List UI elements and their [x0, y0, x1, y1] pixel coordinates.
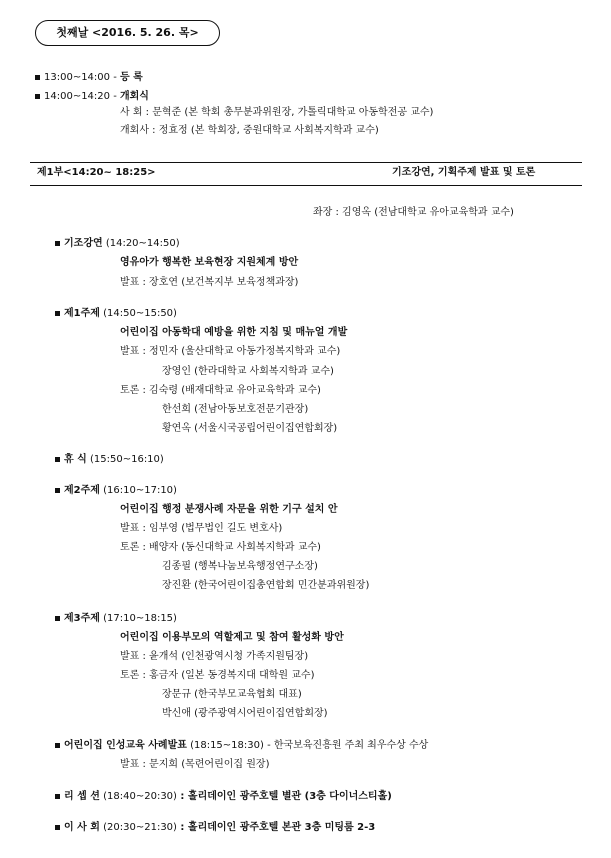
topic2-time: (16:10~17:10) — [99, 485, 177, 496]
topic2-line: 토론 : 배양자 (동신대학교 사회복지학과 교수) — [120, 542, 321, 553]
topic2-line: 발표 : 임부영 (법무법인 길도 변호사) — [120, 523, 283, 534]
topic3-time: (17:10~18:15) — [99, 613, 177, 624]
break-time: (15:50~16:10) — [86, 454, 164, 465]
reception-row — [55, 791, 392, 804]
bullet-icon — [35, 94, 40, 99]
day-label: 첫째날 <2016. 5. 26. 목> — [56, 26, 199, 40]
bullet-icon — [55, 794, 60, 799]
keynote-heading — [55, 238, 180, 251]
topic3-line: 장문규 (한국부모교육협회 대표) — [162, 689, 302, 700]
board-row — [55, 822, 375, 835]
board-label: 이 사 회 — [64, 822, 100, 833]
registration-row — [35, 72, 143, 85]
break-label: 휴 식 — [64, 454, 87, 465]
topic1-label: 제1주제 — [64, 308, 100, 319]
bullet-icon — [55, 457, 60, 462]
reception-time: (18:40~20:30) — [99, 791, 177, 802]
keynote-time: (14:20~14:50) — [102, 238, 180, 249]
keynote-title: 영유아가 행복한 보육현장 지원체계 방안 — [120, 257, 299, 268]
bullet-icon — [55, 311, 60, 316]
topic1-line: 발표 : 정민자 (울산대학교 아동가정복지학과 교수) — [120, 346, 341, 357]
opening-time: 14:00~14:20 — [44, 91, 111, 102]
keynote-label: 기조강연 — [64, 238, 103, 249]
topic2-line: 장진환 (한국어린이집총연합회 민간분과위원장) — [162, 580, 370, 591]
board-place: : 홀리데이인 광주호텔 본관 3층 미팅룸 2-3 — [176, 822, 376, 833]
topic3-title: 어린이집 이용부모의 역할제고 및 참여 활성화 방안 — [120, 632, 344, 643]
character-presenter: 발표 : 문지희 (목련어린이집 원장) — [120, 759, 270, 770]
topic3-line: 박신애 (광주광역시어린이집연합회장) — [162, 708, 328, 719]
opening-opener: 개회사 : 정효정 (본 학회장, 중원대학교 사회복지학과 교수) — [120, 125, 379, 136]
keynote-presenter: 발표 : 장호연 (보건복지부 보육정책과장) — [120, 277, 299, 288]
topic1-line: 장영인 (한라대학교 사회복지학과 교수) — [162, 366, 334, 377]
board-time: (20:30~21:30) — [99, 822, 177, 833]
day-label-badge — [35, 20, 220, 46]
topic2-label: 제2주제 — [64, 485, 100, 496]
topic3-label: 제3주제 — [64, 613, 100, 624]
section1-subtitle: 기조강연, 기획주제 발표 및 토론 — [392, 167, 536, 178]
separator: - — [110, 91, 120, 102]
break-row — [55, 454, 164, 467]
reception-place: : 홀리데이인 광주호텔 별관 (3층 다이너스티홀) — [176, 791, 392, 802]
section1-chair: 좌장 : 김영옥 (전남대학교 유아교육학과 교수) — [313, 207, 514, 218]
opening-label: 개회식 — [119, 91, 149, 102]
registration-label: 등 록 — [119, 72, 143, 83]
topic1-line: 황연옥 (서울시국공립어린이집연합회장) — [162, 423, 338, 434]
character-time: (18:15~18:30) — [186, 740, 264, 751]
character-note: - 한국보육진흥원 주최 최우수상 수상 — [263, 740, 429, 751]
topic1-time: (14:50~15:50) — [99, 308, 177, 319]
character-heading — [55, 740, 428, 753]
bullet-icon — [55, 743, 60, 748]
bullet-icon — [55, 825, 60, 830]
topic2-title: 어린이집 행정 분쟁사례 자문을 위한 기구 설치 안 — [120, 504, 338, 515]
topic3-heading — [55, 613, 177, 626]
bullet-icon — [35, 75, 40, 80]
divider-top — [30, 162, 582, 163]
bullet-icon — [55, 616, 60, 621]
section1-title: 제1부<14:20~ 18:25> — [37, 167, 156, 178]
character-label: 어린이집 인성교육 사례발표 — [64, 740, 187, 751]
bullet-icon — [55, 241, 60, 246]
topic1-title: 어린이집 아동학대 예방을 위한 지침 및 매뉴얼 개발 — [120, 327, 348, 338]
reception-label: 리 셉 션 — [64, 791, 100, 802]
topic3-line: 토론 : 홍금자 (일본 동경복지대 대학원 교수) — [120, 670, 315, 681]
divider-bottom — [30, 185, 582, 186]
topic1-line: 한선희 (전남아동보호전문기관장) — [162, 404, 309, 415]
separator: - — [110, 72, 120, 83]
topic2-line: 김종필 (행복나눔보육행정연구소장) — [162, 561, 318, 572]
bullet-icon — [55, 488, 60, 493]
topic2-heading — [55, 485, 177, 498]
topic1-heading — [55, 308, 177, 321]
topic3-line: 발표 : 윤개석 (인천광역시청 가족지원팀장) — [120, 651, 309, 662]
topic1-line: 토론 : 김숙령 (배재대학교 유아교육학과 교수) — [120, 385, 321, 396]
registration-time: 13:00~14:00 — [44, 72, 111, 83]
opening-mc: 사 회 : 문혁준 (본 학회 총무분과위원장, 가톨릭대학교 아동학전공 교수) — [120, 107, 434, 118]
opening-row — [35, 91, 149, 104]
